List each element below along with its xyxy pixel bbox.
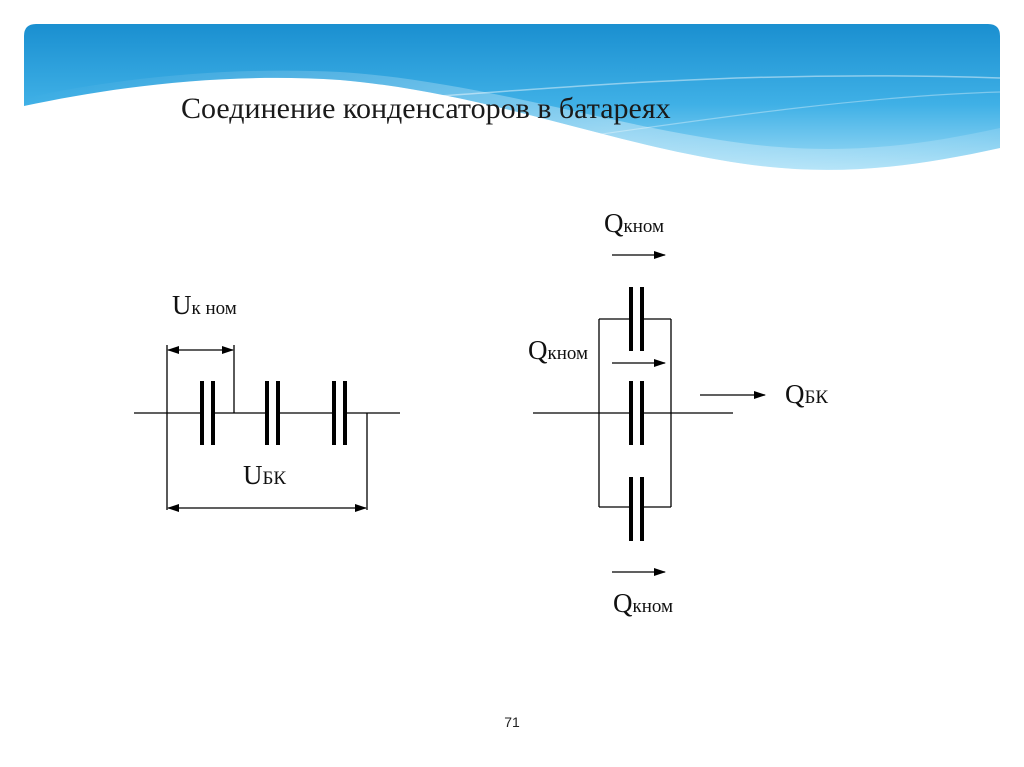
- page-number: 71: [504, 714, 520, 730]
- label-subscript: кном: [547, 343, 589, 364]
- label-subscript: БК: [262, 468, 287, 489]
- label-subscript: кном: [632, 596, 674, 617]
- parallel-connection: [533, 255, 765, 572]
- label-symbol: Q: [785, 379, 805, 409]
- label-symbol: Q: [613, 588, 633, 618]
- unit-power-label-top: [604, 210, 664, 237]
- label-subscript: к ном: [191, 298, 237, 319]
- unit-power-label-bottom: [613, 590, 673, 617]
- label-subscript: БК: [804, 387, 829, 408]
- label-symbol: U: [243, 460, 263, 490]
- unit-voltage-label: [172, 292, 237, 319]
- label-symbol: Q: [604, 208, 624, 238]
- label-symbol: U: [172, 290, 192, 320]
- bank-voltage-label: [243, 462, 286, 489]
- slide-title: Соединение конденсаторов в батареях: [181, 92, 671, 125]
- label-subscript: кном: [623, 216, 665, 237]
- label-symbol: Q: [528, 335, 548, 365]
- bank-power-label: [785, 381, 828, 408]
- unit-power-label-middle: [528, 337, 588, 364]
